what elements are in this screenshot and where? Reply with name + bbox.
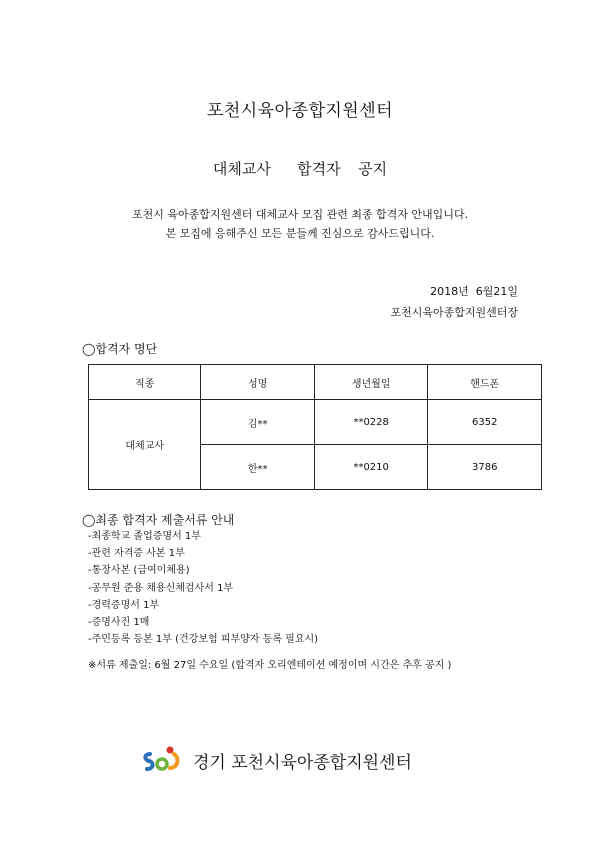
col-name: 성명	[201, 365, 314, 400]
name-cell: 한**	[201, 445, 314, 490]
intro-line-1: 포천시 육아종합지원센터 대체교사 모집 관련 최종 합격자 안내입니다.	[131, 208, 469, 221]
center-logo-icon	[140, 744, 188, 776]
phone-cell: 6352	[428, 400, 542, 445]
col-job: 직종	[89, 365, 201, 400]
list-item: -주민등록 등본 1부 (건강보험 피부양자 등록 필요시)	[88, 634, 319, 646]
col-phone: 핸드폰	[428, 365, 542, 400]
roster-table	[88, 364, 542, 490]
list-item: -증명사진 1매	[88, 617, 150, 629]
org-title: 포천시육아종합지원센터	[206, 101, 394, 121]
birth-cell: **0228	[314, 400, 428, 445]
submission-note: ※서류 제출일: 6월 27일 수요일 (합격자 오리엔테이션 예정이며 시간은 추후 공지 )	[88, 660, 452, 671]
list-item: -공무원 준용 채용신체검사서 1부	[88, 582, 234, 594]
notice-title	[0, 158, 600, 179]
table-header-row	[89, 365, 542, 400]
issue-date-text: 2018년 6월21일	[430, 285, 518, 298]
documents-list	[88, 528, 318, 648]
col-birth: 생년월일	[314, 365, 428, 400]
table-row	[89, 400, 542, 445]
phone-cell: 3786	[428, 445, 542, 490]
documents-heading: ◯최종 합격자 제출서류 안내	[82, 513, 235, 527]
issue-date	[430, 283, 518, 299]
birth-cell: **0210	[314, 445, 428, 490]
name-cell: 김**	[201, 400, 314, 445]
list-item: -최종학교 졸업증명서 1부	[88, 531, 201, 542]
signer: 포천시육아종합지원센터장	[390, 306, 518, 319]
list-item: -관련 자격증 사본 1부	[88, 548, 185, 560]
footer-center-name: 경기 포천시육아종합지원센터	[193, 753, 412, 773]
list-item: -경력증명서 1부	[88, 599, 160, 611]
notice-title-text: 대체교사 합격자 공지	[212, 160, 388, 178]
list-item: -통장사본 (급여이체용)	[88, 565, 190, 577]
intro-line-2: 본 모집에 응해주신 모든 분들께 진심으로 감사드립니다.	[165, 227, 435, 240]
job-cell: 대체교사	[89, 400, 201, 490]
roster-heading: ◯합격자 명단	[82, 342, 158, 356]
